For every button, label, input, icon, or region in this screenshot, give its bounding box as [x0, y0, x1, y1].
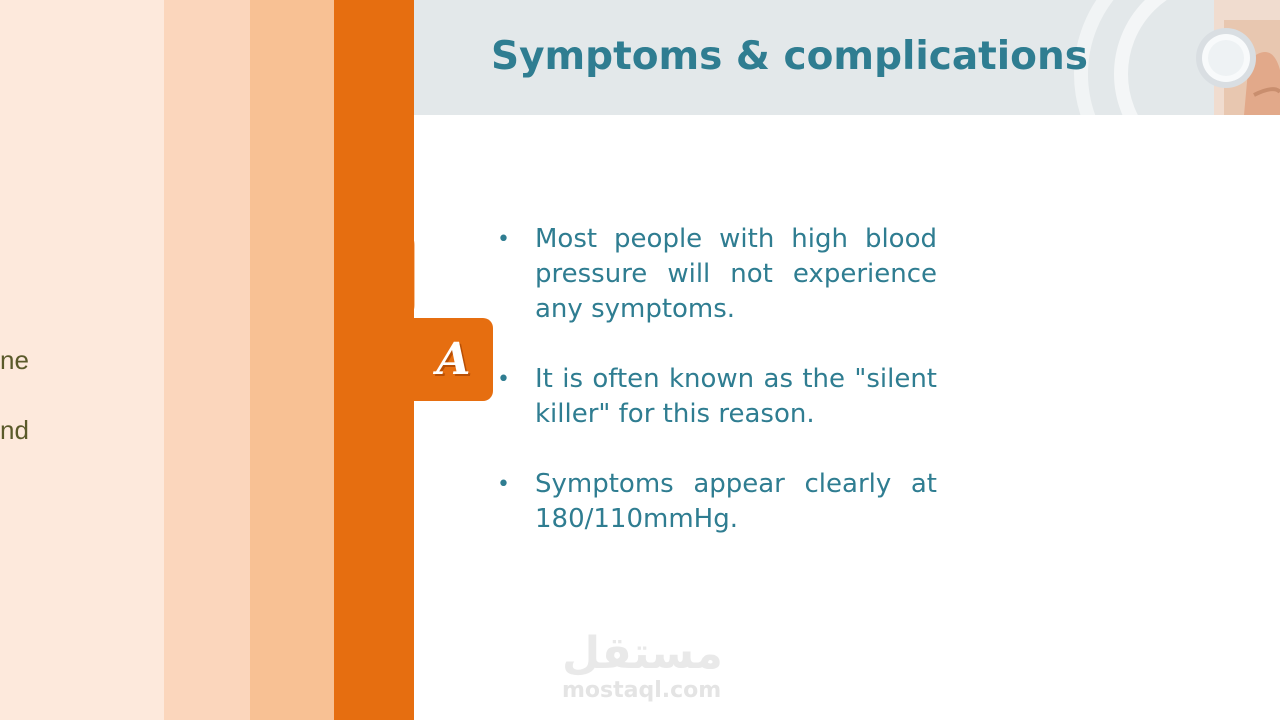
tab-panel-c	[164, 0, 250, 720]
bullet-icon: •	[497, 472, 510, 497]
left-text-fragment: ne	[0, 345, 29, 375]
bullet-icon: •	[497, 227, 510, 252]
left-text-fragment: nd	[0, 415, 29, 445]
bullet-icon: •	[497, 367, 510, 392]
bullet-list	[497, 222, 937, 572]
stethoscope-hand-image	[1154, 0, 1280, 115]
bullet-text: Most people with high blood pressure will not experience any symptoms.	[535, 224, 937, 324]
bullet-item	[497, 222, 937, 327]
tab-panel-b	[250, 0, 334, 720]
tab-panel-a	[334, 0, 414, 720]
tab-a[interactable]: A	[414, 318, 493, 401]
slide-title: Symptoms & complications	[491, 34, 1088, 79]
bullet-text: Symptoms appear clearly at 180/110mmHg.	[535, 469, 937, 534]
bullet-item	[497, 467, 937, 537]
watermark-logo-text: mostaql.com	[562, 678, 722, 703]
bullet-item	[497, 362, 937, 432]
bullet-text: It is often known as the "silent killer" for this reason.	[535, 364, 937, 429]
watermark-logo-arabic: مستقل	[562, 628, 723, 679]
